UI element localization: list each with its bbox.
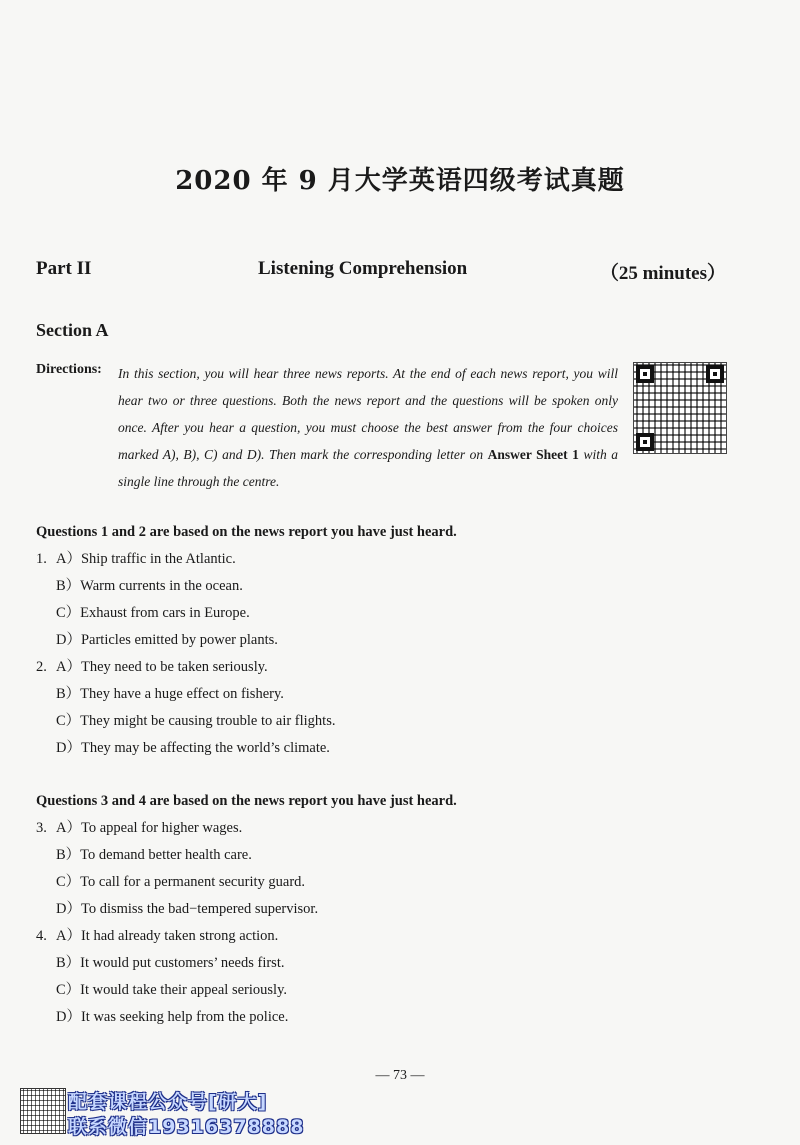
option-d: D）Particles emitted by power plants. [56,632,278,648]
directions-text-part2: with a single line through the centre. [118,447,618,489]
option-a: A）They need to be taken seriously. [56,659,268,675]
option-a: A）Ship traffic in the Atlantic. [56,551,236,567]
directions-label: Directions: [36,362,102,377]
part-number: Part II [36,258,92,279]
watermark-line-2: 联系微信19316378888 [68,1116,305,1138]
option-c: C）Exhaust from cars in Europe. [56,605,250,621]
option-a: A）To appeal for higher wages. [56,820,243,836]
question-item [36,923,278,950]
option-d: D）To dismiss the bad−tempered supervisor. [56,901,319,917]
watermark-line-1: 配套课程公众号[研大] [68,1091,268,1113]
option-d: D）It was seeking help from the police. [56,1009,289,1025]
option-b: B）It would put customers’ needs first. [56,955,285,971]
option-c: C）To call for a permanent security guard. [56,874,306,890]
option-c: C）It would take their appeal seriously. [56,982,288,998]
directions-text [118,360,618,495]
question-item [36,815,242,842]
directions-text-part1: In this section, you will hear three news reports. At the end of each news report, you will hear two or three questions. Both the news report and the questions will be spoken only once. After you hear a question, you must choose the best answer from the four choices marked A), B), C) and D). Then mark the corresponding letter on [118,366,618,462]
question-number: 3. [36,820,47,836]
question-item [36,654,268,681]
section-heading: Section A [36,320,109,340]
option-b: B）They have a huge effect on fishery. [56,686,284,702]
page-title: 2020 年 9 月大学英语四级考试真题 [175,166,625,196]
qr-code [633,362,727,454]
answer-sheet-label: Answer Sheet 1 [487,447,579,462]
question-number: 1. [36,551,47,567]
question-number: 2. [36,659,47,675]
question-group-heading: Questions 3 and 4 are based on the news report you have just heard. [36,793,457,809]
part-time: （25 minutes） [599,263,726,284]
page-number: — 73 — [375,1068,425,1083]
option-b: B）To demand better health care. [56,847,252,863]
watermark-qr-code [20,1088,66,1134]
option-d: D）They may be affecting the world’s climate. [56,740,330,756]
question-number: 4. [36,928,47,944]
question-item [36,546,236,573]
option-b: B）Warm currents in the ocean. [56,578,243,594]
part-name: Listening Comprehension [258,258,468,279]
option-c: C）They might be causing trouble to air flights. [56,713,336,729]
question-group-heading: Questions 1 and 2 are based on the news report you have just heard. [36,524,457,540]
option-a: A）It had already taken strong action. [56,928,279,944]
part-header [36,258,726,288]
